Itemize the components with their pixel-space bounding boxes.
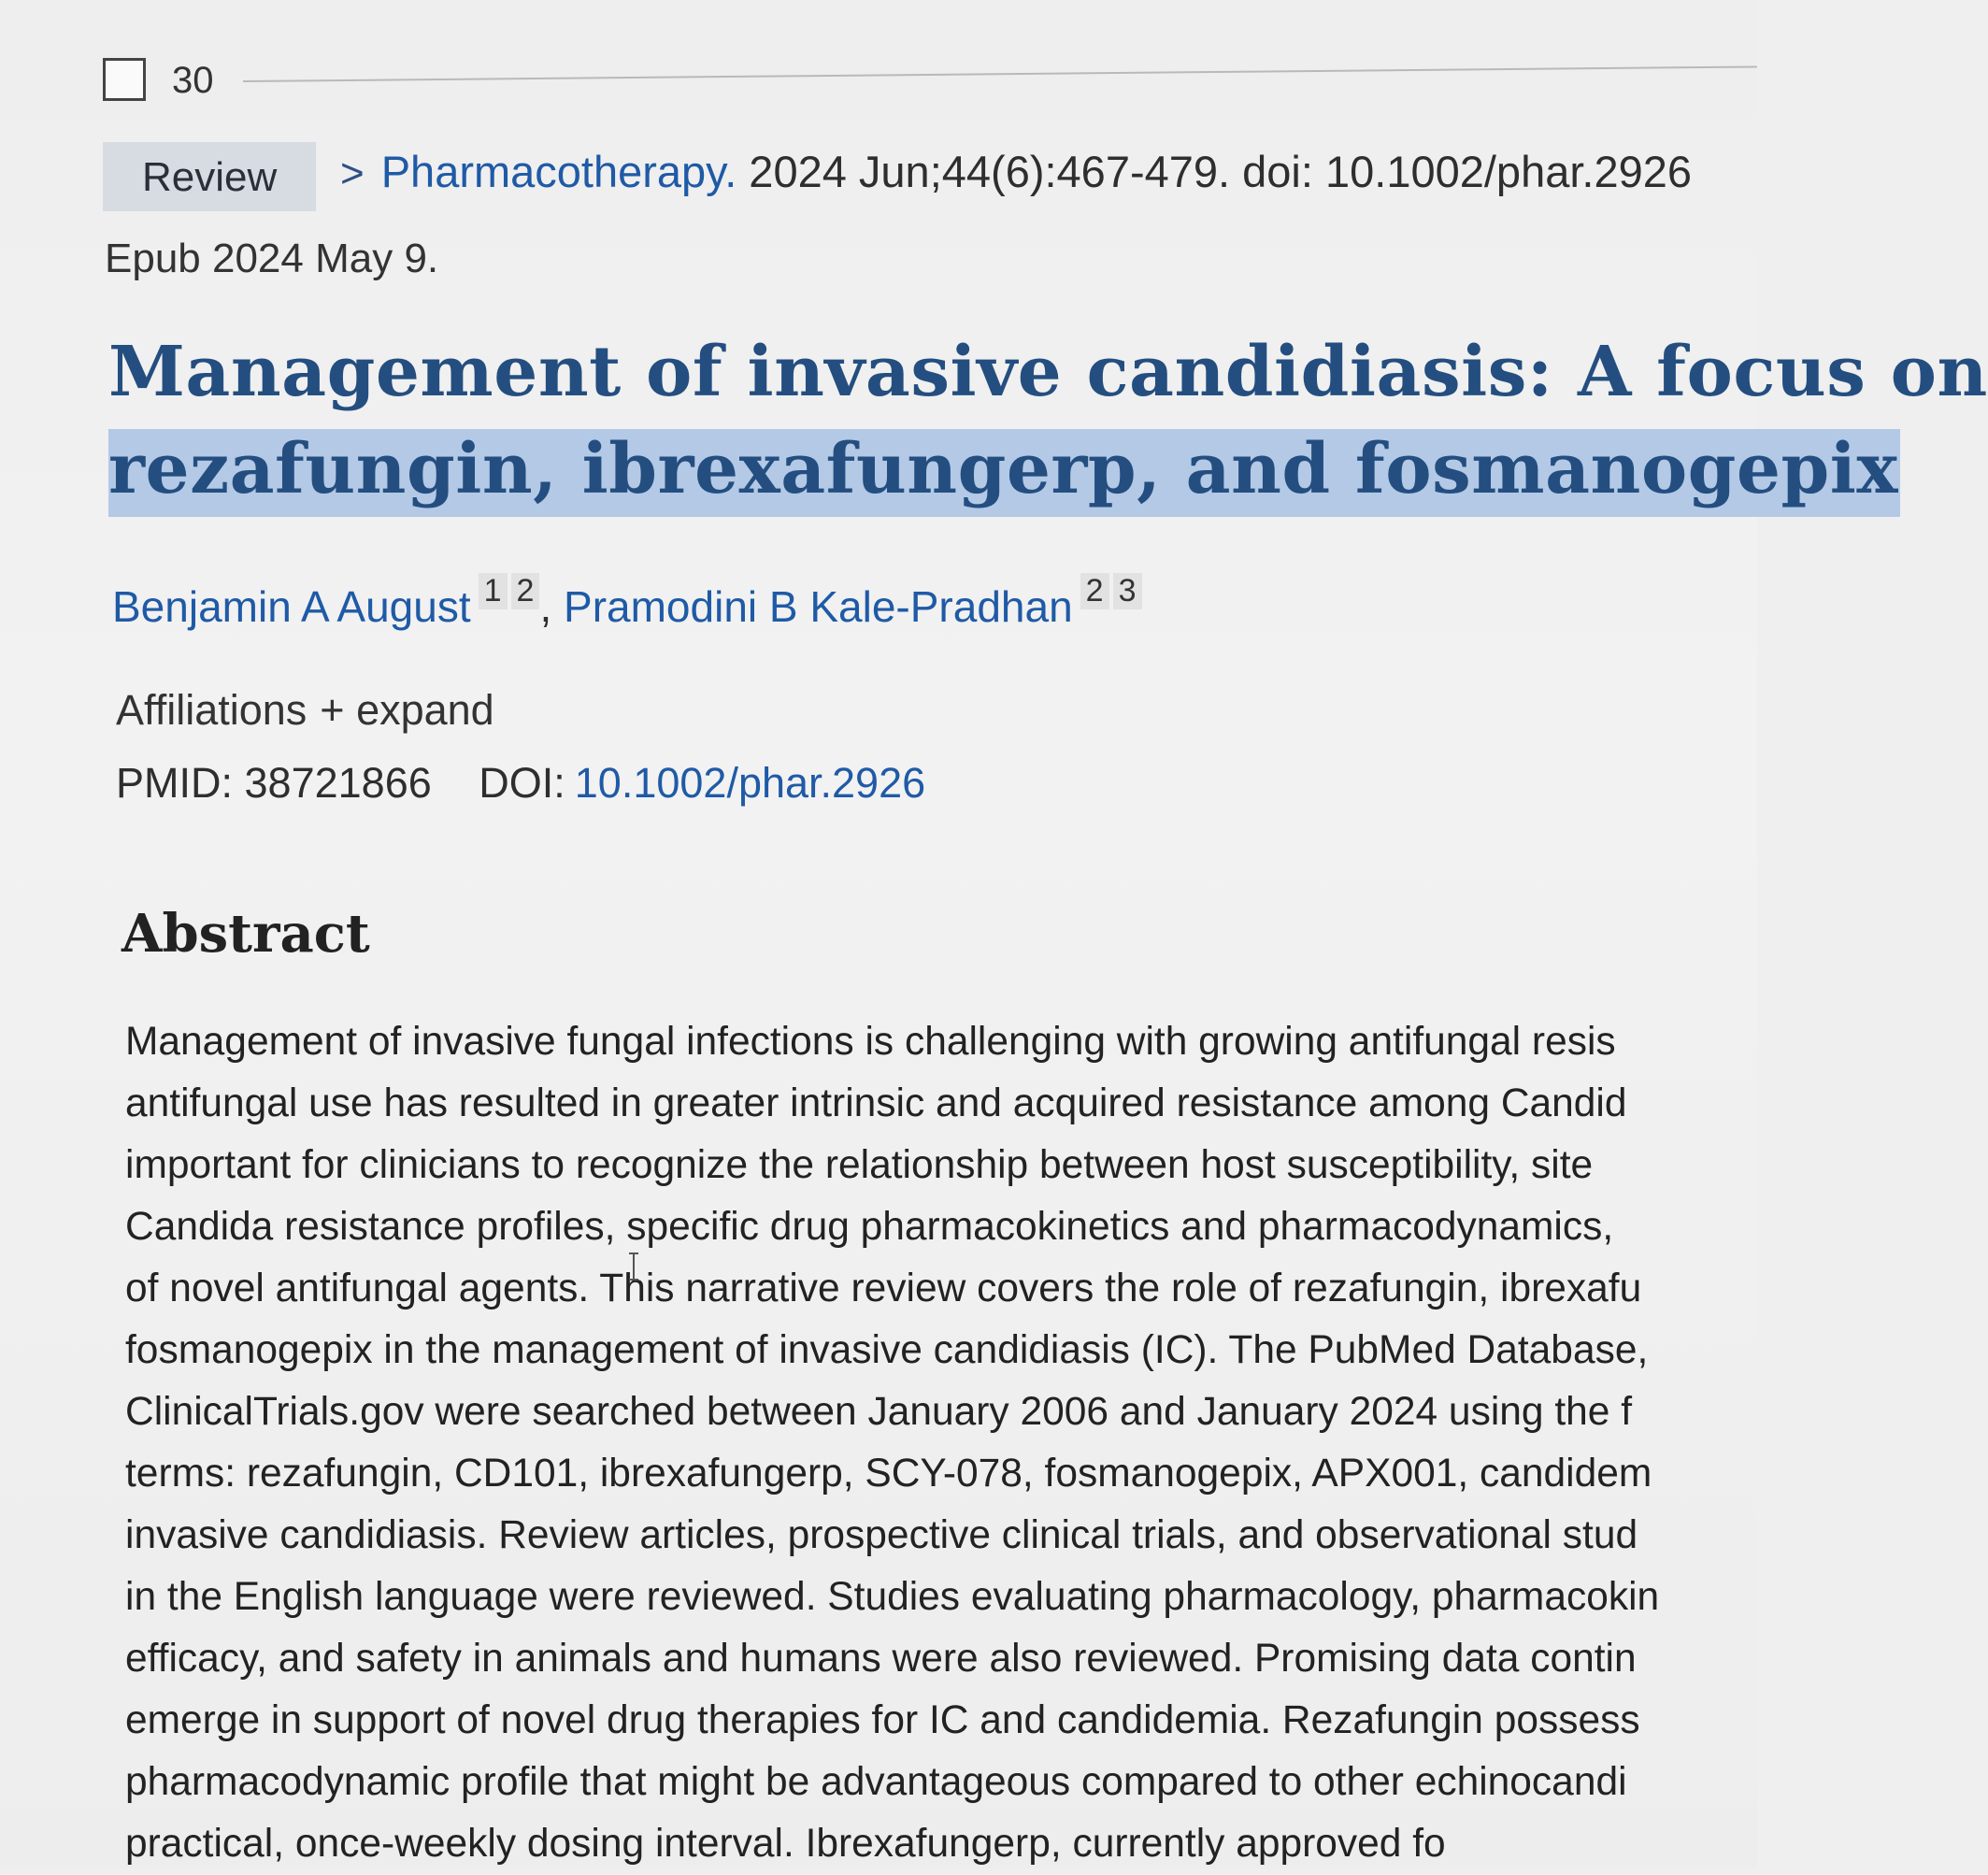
identifiers-row (116, 759, 925, 808)
author-link-kale-pradhan[interactable]: Pramodini B Kale-Pradhan (564, 582, 1073, 631)
abstract-line: antifungal use has resulted in greater intrinsic and acquired resistance among Candid (125, 1081, 1627, 1125)
article-title (108, 323, 1988, 518)
abstract-line: ClinicalTrials.gov were searched between January 2006 and January 2024 using the f (125, 1390, 1633, 1434)
affiliations-row (116, 686, 494, 735)
affiliation-ref-2b[interactable]: 2 (1080, 573, 1109, 609)
epub-date: Epub 2024 May 9. (105, 236, 439, 281)
chevron-right-icon[interactable]: > (340, 150, 365, 196)
abstract-line: fosmanogepix in the management of invasive candidiasis (IC). The PubMed Database, (125, 1328, 1649, 1372)
doi-link[interactable]: 10.1002/phar.2926 (574, 759, 926, 807)
abstract-text (125, 1011, 1770, 1875)
citation-line (340, 146, 1692, 197)
abstract-line: of novel antifungal agents. This narrative review covers the role of rezafungin, ibrexafu (125, 1267, 1642, 1310)
abstract-line: Management of invasive fungal infections is challenging with growing antifungal resis (125, 1020, 1616, 1064)
abstract-line: Candida resistance profiles, specific drug pharmacokinetics and pharmacodynamics, (125, 1205, 1614, 1249)
authors-list (112, 573, 1142, 632)
abstract-line: terms: rezafungin, CD101, ibrexafungerp, SCY-078, fosmanogepix, APX001, candidem (125, 1452, 1652, 1496)
author-separator: , (539, 582, 552, 631)
citation-details: 2024 Jun;44(6):467-479. doi: 10.1002/phar.2926 (737, 147, 1693, 196)
abstract-line: important for clinicians to recognize the relationship between host susceptibility, site (125, 1143, 1594, 1187)
result-number: 30 (172, 60, 214, 101)
text-cursor-icon (627, 1252, 640, 1281)
review-badge (103, 142, 316, 211)
affiliation-ref-1[interactable]: 1 (479, 573, 508, 609)
affiliation-ref-3[interactable]: 3 (1113, 573, 1142, 609)
affiliations-label: Affiliations (116, 686, 307, 734)
abstract-line: pharmacodynamic profile that might be advantageous compared to other echinocandi (125, 1760, 1627, 1804)
title-line-2-selected: rezafungin, ibrexafungerp, and fosmanogepix (108, 429, 1900, 517)
abstract-line: in the English language were reviewed. Studies evaluating pharmacology, pharmacokin (125, 1575, 1660, 1619)
expand-affiliations-button[interactable]: + expand (320, 686, 494, 734)
author-link-august[interactable]: Benjamin A August (112, 582, 471, 631)
doi-label: DOI: (479, 759, 565, 807)
abstract-line: efficacy, and safety in animals and humans were also reviewed. Promising data contin (125, 1637, 1637, 1681)
result-row (103, 54, 1757, 107)
abstract-line: invasive candidiasis. Review articles, prospective clinical trials, and observational stud (125, 1513, 1638, 1557)
affiliation-ref-2[interactable]: 2 (511, 573, 540, 609)
abstract-line: practical, once-weekly dosing interval. Ibrexafungerp, currently approved fo (125, 1822, 1446, 1866)
abstract-heading: Abstract (122, 903, 370, 965)
pmid-label: PMID: (116, 759, 234, 807)
pmid-value: 38721866 (244, 759, 432, 807)
review-badge-label: Review (142, 154, 278, 200)
journal-link[interactable]: Pharmacotherapy. (380, 147, 737, 196)
divider (243, 65, 1757, 82)
select-checkbox[interactable] (103, 58, 146, 101)
title-line-1: Management of invasive candidiasis: A focus on (108, 332, 1988, 412)
abstract-line: emerge in support of novel drug therapies for IC and candidemia. Rezafungin possess (125, 1698, 1640, 1742)
